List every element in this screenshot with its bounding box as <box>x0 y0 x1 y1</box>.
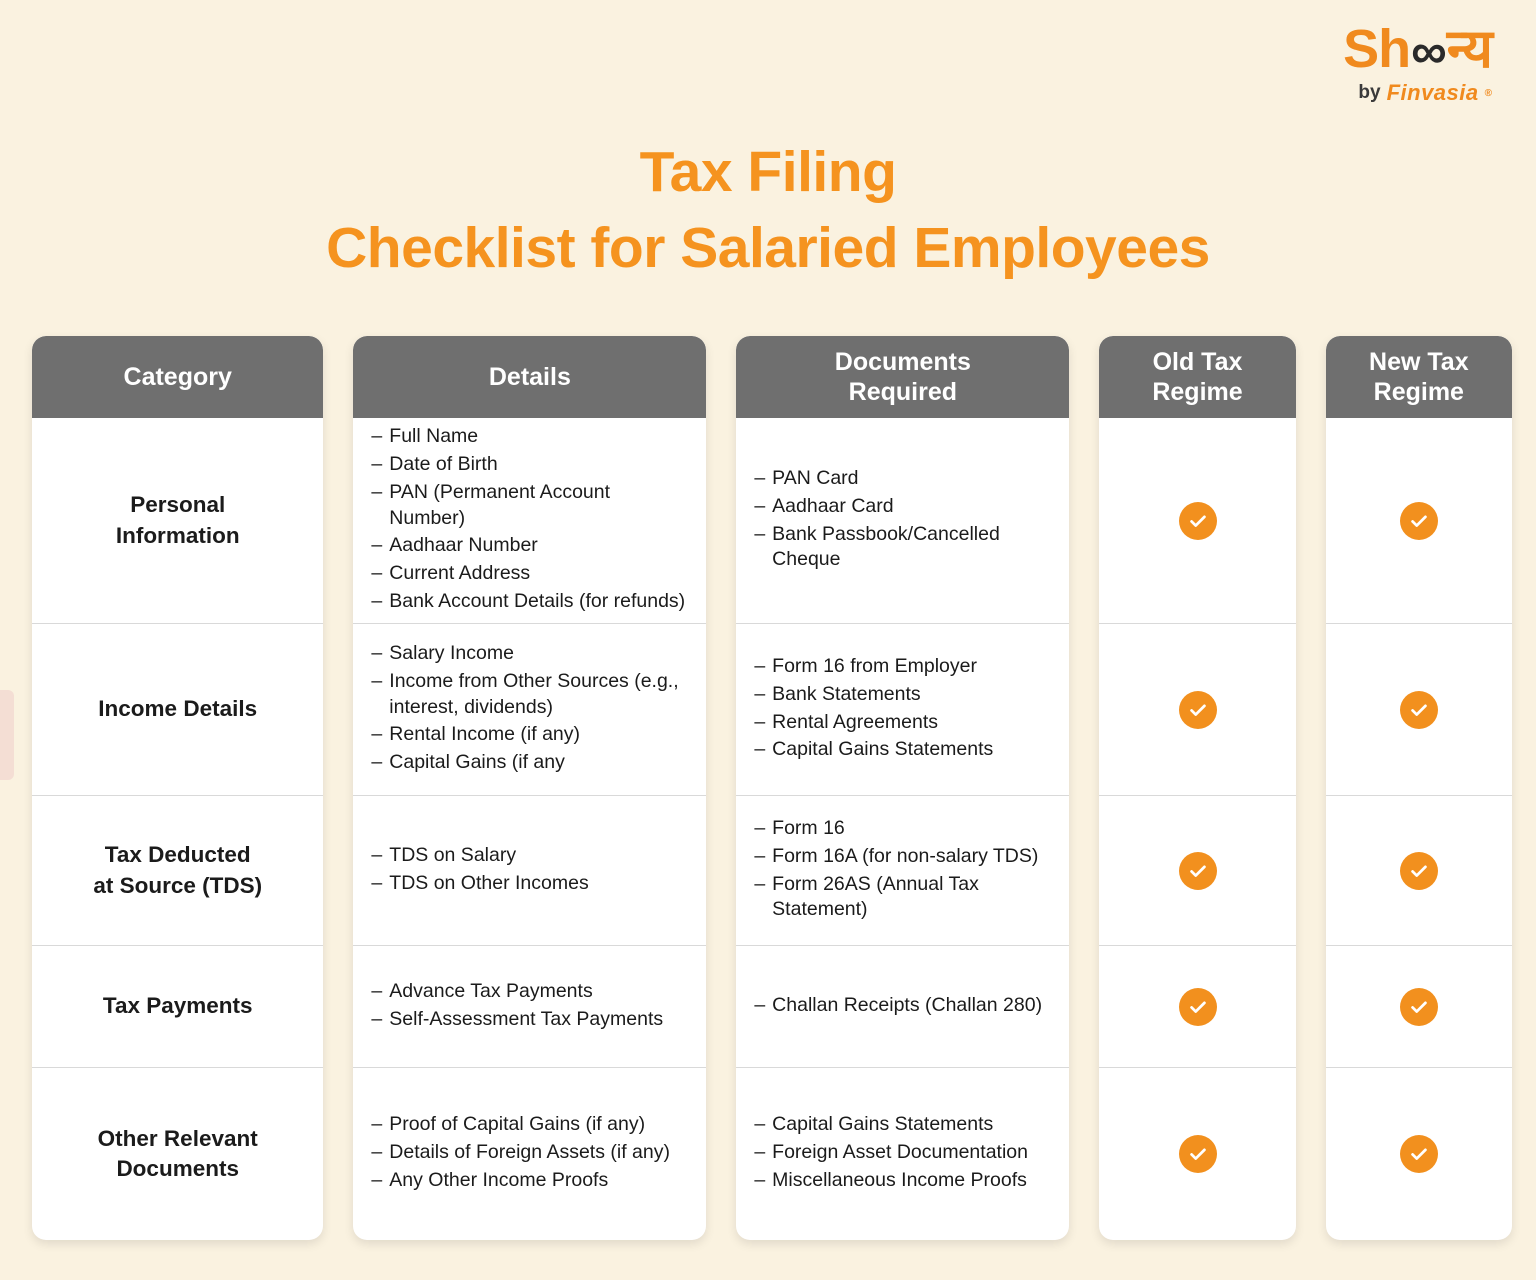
check-icon <box>1400 691 1438 729</box>
check-icon <box>1400 988 1438 1026</box>
list-item-text: Capital Gains (if any <box>389 751 565 774</box>
check-icon <box>1179 988 1217 1026</box>
bullet-dash-icon: – <box>371 424 383 447</box>
check-icon <box>1179 502 1217 540</box>
documents-list <box>754 993 1051 1021</box>
column-header-new-regime <box>1326 336 1512 418</box>
category-label: Tax Payments <box>102 993 253 1019</box>
list-item-text: Form 16 <box>772 816 845 839</box>
list-item <box>754 1168 1051 1194</box>
brand-logo <box>1343 19 1492 106</box>
details-list <box>371 843 688 899</box>
list-item-text: Salary Income <box>389 641 514 664</box>
list-item <box>371 424 688 450</box>
table-row <box>1326 624 1512 796</box>
list-item-text: Form 16A (for non-salary TDS) <box>772 844 1039 867</box>
list-item <box>371 722 688 748</box>
logo-by-label: by <box>1358 82 1381 103</box>
list-item <box>371 979 688 1005</box>
list-item-text: Aadhaar Card <box>772 494 894 517</box>
list-item-text: Bank Passbook/Cancelled Cheque <box>772 522 1000 571</box>
bullet-dash-icon: – <box>371 590 383 613</box>
details-list <box>371 1112 688 1196</box>
documents-list <box>754 466 1051 576</box>
table-row <box>353 1068 706 1240</box>
list-item <box>754 1140 1051 1166</box>
table-row <box>736 946 1069 1068</box>
registered-trademark-icon: ® <box>1484 87 1492 99</box>
table-row <box>1099 946 1295 1068</box>
column-header-category: Category <box>32 336 323 418</box>
column-header-old-regime <box>1099 336 1295 418</box>
column-header-new-regime-line1: New Tax <box>1369 347 1469 376</box>
column-details <box>353 336 706 1240</box>
table-row <box>353 796 706 946</box>
category-label: Tax Deducted <box>104 842 251 868</box>
table-row <box>1099 624 1295 796</box>
logo-byline <box>1343 80 1492 106</box>
logo-text-right: न्य <box>1446 19 1492 79</box>
bullet-dash-icon: – <box>371 979 383 1002</box>
table-row <box>353 624 706 796</box>
bullet-dash-icon: – <box>754 816 766 839</box>
category-label: Personal <box>130 492 226 518</box>
category-label: at Source (TDS) <box>93 872 263 898</box>
column-new-tax-regime <box>1326 336 1512 1240</box>
list-item-text: PAN Card <box>772 466 859 489</box>
list-item <box>754 737 1051 763</box>
bullet-dash-icon: – <box>371 723 383 746</box>
column-header-documents-line2: Required <box>848 378 958 406</box>
bullet-dash-icon: – <box>754 993 766 1016</box>
table-row <box>736 624 1069 796</box>
bullet-dash-icon: – <box>754 872 766 895</box>
table-row <box>32 624 323 796</box>
bullet-dash-icon: – <box>371 871 383 894</box>
bullet-dash-icon: – <box>371 480 383 503</box>
table-row <box>1326 1068 1512 1240</box>
column-header-old-regime-line1: Old Tax <box>1152 347 1243 376</box>
table-row <box>32 418 323 624</box>
table-row <box>1099 1068 1295 1240</box>
check-icon <box>1179 691 1217 729</box>
list-item-text: Proof of Capital Gains (if any) <box>389 1113 646 1136</box>
list-item <box>754 522 1051 574</box>
table-row <box>1326 946 1512 1068</box>
table-row <box>736 796 1069 946</box>
bullet-dash-icon: – <box>371 751 383 774</box>
list-item-text: Bank Account Details (for refunds) <box>389 590 686 613</box>
list-item <box>754 654 1051 680</box>
check-icon <box>1400 852 1438 890</box>
bullet-dash-icon: – <box>371 452 383 475</box>
check-icon <box>1179 1135 1217 1173</box>
column-documents-required <box>736 336 1069 1240</box>
list-item-text: Advance Tax Payments <box>389 979 593 1002</box>
documents-list <box>754 816 1051 926</box>
check-icon <box>1400 502 1438 540</box>
list-item-text: Self-Assessment Tax Payments <box>389 1007 664 1030</box>
table-row <box>1326 796 1512 946</box>
list-item <box>754 466 1051 492</box>
bullet-dash-icon: – <box>371 641 383 664</box>
check-icon <box>1400 1135 1438 1173</box>
table-row <box>32 1068 323 1240</box>
column-header-details: Details <box>353 336 706 418</box>
category-label: Documents <box>116 1156 239 1181</box>
logo-wordmark <box>1343 19 1492 79</box>
list-item-text: Current Address <box>389 562 531 585</box>
bullet-dash-icon: – <box>754 1168 766 1191</box>
list-item <box>371 1112 688 1138</box>
list-item-text: Form 26AS (Annual Tax Statement) <box>772 872 979 921</box>
documents-list <box>754 654 1051 766</box>
list-item <box>371 871 688 897</box>
list-item <box>371 1168 688 1194</box>
bullet-dash-icon: – <box>371 1113 383 1136</box>
list-item <box>371 1140 688 1166</box>
list-item-text: Rental Income (if any) <box>389 723 581 746</box>
bullet-dash-icon: – <box>754 682 766 705</box>
table-row <box>32 946 323 1068</box>
list-item-text: Details of Foreign Assets (if any) <box>389 1141 670 1164</box>
list-item <box>754 710 1051 736</box>
list-item <box>371 452 688 478</box>
bullet-dash-icon: – <box>754 1113 766 1136</box>
details-list <box>371 424 688 617</box>
list-item-text: Any Other Income Proofs <box>389 1168 609 1191</box>
decorative-edge-strip <box>0 690 14 780</box>
bullet-dash-icon: – <box>754 1141 766 1164</box>
list-item <box>371 589 688 615</box>
list-item-text: Rental Agreements <box>772 710 939 733</box>
category-label: Other Relevant <box>97 1125 258 1151</box>
list-item <box>371 669 688 721</box>
list-item-text: Form 16 from Employer <box>772 654 977 677</box>
list-item <box>371 750 688 776</box>
bullet-dash-icon: – <box>754 494 766 517</box>
bullet-dash-icon: – <box>371 1007 383 1030</box>
column-header-old-regime-line2: Regime <box>1152 378 1243 406</box>
table-row <box>1099 418 1295 624</box>
bullet-dash-icon: – <box>371 669 383 692</box>
list-item <box>371 561 688 587</box>
list-item <box>754 1112 1051 1138</box>
list-item-text: PAN (Permanent Account Number) <box>389 480 611 529</box>
list-item <box>754 872 1051 924</box>
column-category <box>32 336 323 1240</box>
page-title-line2: Checklist for Salaried Employees <box>326 215 1210 280</box>
list-item <box>754 494 1051 520</box>
bullet-dash-icon: – <box>371 534 383 557</box>
column-header-documents-line1: Documents <box>834 347 971 376</box>
bullet-dash-icon: – <box>371 843 383 866</box>
table-row <box>353 418 706 624</box>
list-item-text: Capital Gains Statements <box>772 1113 994 1136</box>
list-item <box>754 993 1051 1019</box>
page-title <box>0 135 1536 287</box>
list-item-text: Capital Gains Statements <box>772 738 994 761</box>
list-item-text: Income from Other Sources (e.g., interest, dividends) <box>389 669 679 718</box>
details-list <box>371 641 688 779</box>
category-label: Income Details <box>98 696 258 722</box>
bullet-dash-icon: – <box>754 466 766 489</box>
bullet-dash-icon: – <box>754 710 766 733</box>
column-header-new-regime-line2: Regime <box>1373 378 1464 406</box>
table-row <box>353 946 706 1068</box>
list-item <box>371 1007 688 1033</box>
list-item-text: Date of Birth <box>389 452 498 475</box>
list-item-text: Bank Statements <box>772 682 921 705</box>
list-item <box>754 682 1051 708</box>
checklist-table <box>32 336 1512 1240</box>
page-title-line1: Tax Filing <box>639 140 897 204</box>
list-item <box>371 480 688 532</box>
list-item <box>371 641 688 667</box>
bullet-dash-icon: – <box>754 738 766 761</box>
list-item-text: TDS on Other Incomes <box>389 871 589 894</box>
list-item <box>754 844 1051 870</box>
bullet-dash-icon: – <box>371 562 383 585</box>
logo-text-left: Sh <box>1343 19 1411 79</box>
table-row <box>1099 796 1295 946</box>
list-item-text: Aadhaar Number <box>389 534 538 557</box>
bullet-dash-icon: – <box>754 522 766 545</box>
list-item-text: Miscellaneous Income Proofs <box>772 1168 1027 1191</box>
infinity-icon: ∞ <box>1411 23 1446 79</box>
list-item-text: TDS on Salary <box>389 843 517 866</box>
category-label: Information <box>115 522 240 548</box>
check-icon <box>1179 852 1217 890</box>
bullet-dash-icon: – <box>371 1168 383 1191</box>
list-item <box>371 533 688 559</box>
list-item <box>371 843 688 869</box>
list-item-text: Full Name <box>389 424 479 447</box>
column-old-tax-regime <box>1099 336 1295 1240</box>
table-row <box>736 418 1069 624</box>
details-list <box>371 979 688 1035</box>
list-item-text: Foreign Asset Documentation <box>772 1141 1028 1164</box>
bullet-dash-icon: – <box>754 654 766 677</box>
documents-list <box>754 1112 1051 1196</box>
bullet-dash-icon: – <box>754 844 766 867</box>
table-row <box>32 796 323 946</box>
bullet-dash-icon: – <box>371 1141 383 1164</box>
table-row <box>1326 418 1512 624</box>
column-header-documents <box>736 336 1069 418</box>
list-item-text: Challan Receipts (Challan 280) <box>772 993 1043 1016</box>
logo-company-name: Finvasia <box>1386 80 1479 105</box>
list-item <box>754 816 1051 842</box>
table-row <box>736 1068 1069 1240</box>
